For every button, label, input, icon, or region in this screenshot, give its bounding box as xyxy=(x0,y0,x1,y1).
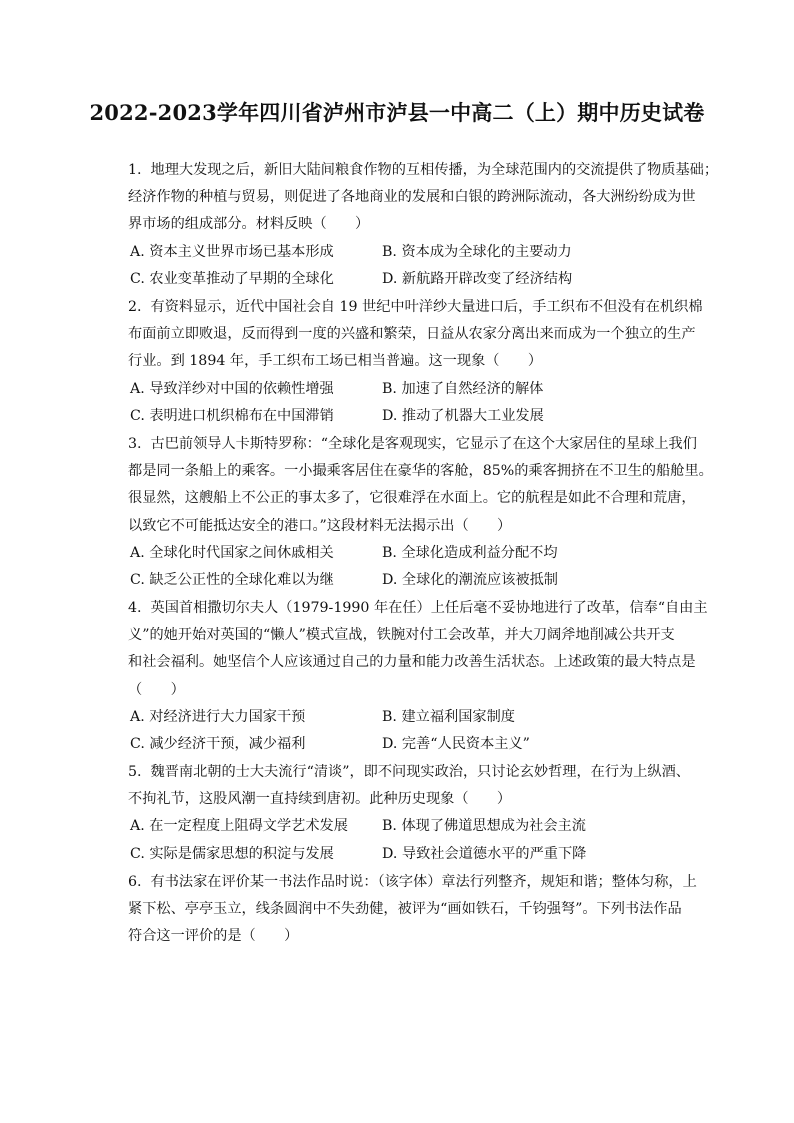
question-6 xyxy=(128,869,697,951)
option-c[interactable]: C. 实际是儒家思想的积淀与发展 xyxy=(130,845,334,862)
option-c[interactable]: C. 减少经济干预，减少福利 xyxy=(130,736,306,753)
question-stem-line: 经济作物的种植与贸易，则促进了各地商业的发展和白银的跨洲际流动，各大洲纷纷成为世 xyxy=(128,189,696,206)
option-a[interactable]: A. 在一定程度上阻碍文学艺术发展 xyxy=(130,818,348,835)
question-stem-line: 5. 魏晋南北朝的士大夫流行“清谈”，即不问现实政治，只讨论玄妙哲理，在行为上纵酒、 xyxy=(128,759,694,786)
options xyxy=(130,540,694,594)
page-title: 2022-2023学年四川省泸州市泸县一中高二（上）期中历史试卷 xyxy=(89,100,705,125)
option-d[interactable]: D. 新航路开辟改变了经济结构 xyxy=(382,270,573,287)
question-stem-line: （ ） xyxy=(128,681,185,698)
question-3 xyxy=(128,431,713,594)
question-stem-line: 很显然，这艘船上不公正的事太多了，它很难浮在水面上。它的航程是如此不合理和荒唐， xyxy=(128,490,696,507)
option-c[interactable]: C. 缺乏公正性的全球化难以为继 xyxy=(130,572,334,589)
question-stem-line: 符合这一评价的是（ ） xyxy=(128,928,299,945)
question-stem-line: 不拘礼节，这股风潮一直持续到唐初。此种历史现象（ ） xyxy=(128,791,512,808)
question-stem-line: 6. 有书法家在评价某一书法作品时说：（该字体）章法行列整齐，规矩和谐；整体匀称，上 xyxy=(128,869,694,896)
question-5 xyxy=(128,759,694,868)
question-number: 5. xyxy=(128,764,142,780)
question-1 xyxy=(128,157,719,293)
option-b[interactable]: B. 全球化造成利益分配不均 xyxy=(382,544,558,561)
question-stem-line: 4. 英国首相撒切尔夫人（1979-1990 年在任）上任后毫不妥协地进行了改革，信奉“自由主 xyxy=(128,595,694,622)
question-stem-line: 都是同一条船上的乘客。一小撮乘客居住在豪华的客舱，85%的乘客拥挤在不卫生的船舱里。 xyxy=(128,463,713,480)
option-b[interactable]: B. 资本成为全球化的主要动力 xyxy=(382,243,572,260)
question-stem-line: 紧下松、亭亭玉立，线条圆润中不失劲健，被评为“画如铁石，千钧强弩”。下列书法作品 xyxy=(128,901,682,918)
option-b[interactable]: B. 加速了自然经济的解体 xyxy=(382,380,544,397)
option-c[interactable]: C. 表明进口机织棉布在中国滞销 xyxy=(130,407,334,424)
options xyxy=(130,376,694,430)
question-stem-line: 界市场的组成部分。材料反映（ ） xyxy=(128,216,370,233)
question-number: 1. xyxy=(128,162,142,178)
option-d[interactable]: D. 完善“人民资本主义” xyxy=(382,736,530,753)
question-number: 2. xyxy=(128,299,142,315)
option-b[interactable]: B. 体现了佛道思想成为社会主流 xyxy=(382,818,586,835)
question-number: 4. xyxy=(128,600,142,616)
option-a[interactable]: A. 全球化时代国家之间休戚相关 xyxy=(130,544,334,561)
question-stem-line: 布面前立即败退，反而得到一度的兴盛和繁荣，日益从农家分离出来而成为一个独立的生产 xyxy=(128,326,696,343)
option-d[interactable]: D. 推动了机器大工业发展 xyxy=(382,407,544,424)
options xyxy=(130,704,694,758)
question-stem-line: 和社会福利。她坚信个人应该通过自己的力量和能力改善生活状态。上述政策的最大特点是 xyxy=(128,654,696,671)
question-stem-line: 2. 有资料显示，近代中国社会自 19 世纪中叶洋纱大量进口后，手工织布不但没有在机织棉 xyxy=(128,294,694,321)
question-number: 6. xyxy=(128,874,142,890)
option-a[interactable]: A. 资本主义世界市场已基本形成 xyxy=(130,243,334,260)
question-number: 3. xyxy=(128,436,142,452)
option-d[interactable]: D. 全球化的潮流应该被抵制 xyxy=(382,572,558,589)
question-stem-line: 义”的她开始对英国的“懒人”模式宣战，铁腕对付工会改革，并大刀阔斧地削减公共开支 xyxy=(128,627,675,644)
option-a[interactable]: A. 导致洋纱对中国的依赖性增强 xyxy=(130,380,334,397)
question-4 xyxy=(128,595,708,758)
question-stem-line: 1. 地理大发现之后，新旧大陆间粮食作物的互相传播，为全球范围内的交流提供了物质基础； xyxy=(128,157,694,184)
option-b[interactable]: B. 建立福利国家制度 xyxy=(382,708,515,725)
question-stem-line: 行业。到 1894 年，手工织布工场已相当普遍。这一现象（ ） xyxy=(128,353,543,370)
question-stem-line: 3. 古巴前领导人卡斯特罗称：“全球化是客观现实，它显示了在这个大家居住的星球上我们 xyxy=(128,431,694,458)
options xyxy=(130,813,694,867)
option-d[interactable]: D. 导致社会道德水平的严重下降 xyxy=(382,845,587,862)
options xyxy=(130,239,694,293)
question-stem-line: 以致它不可能抵达安全的港口。”这段材料无法揭示出（ ） xyxy=(128,517,512,534)
question-2 xyxy=(128,294,703,430)
option-a[interactable]: A. 对经济进行大力国家干预 xyxy=(130,708,306,725)
option-c[interactable]: C. 农业变革推动了早期的全球化 xyxy=(130,270,334,287)
